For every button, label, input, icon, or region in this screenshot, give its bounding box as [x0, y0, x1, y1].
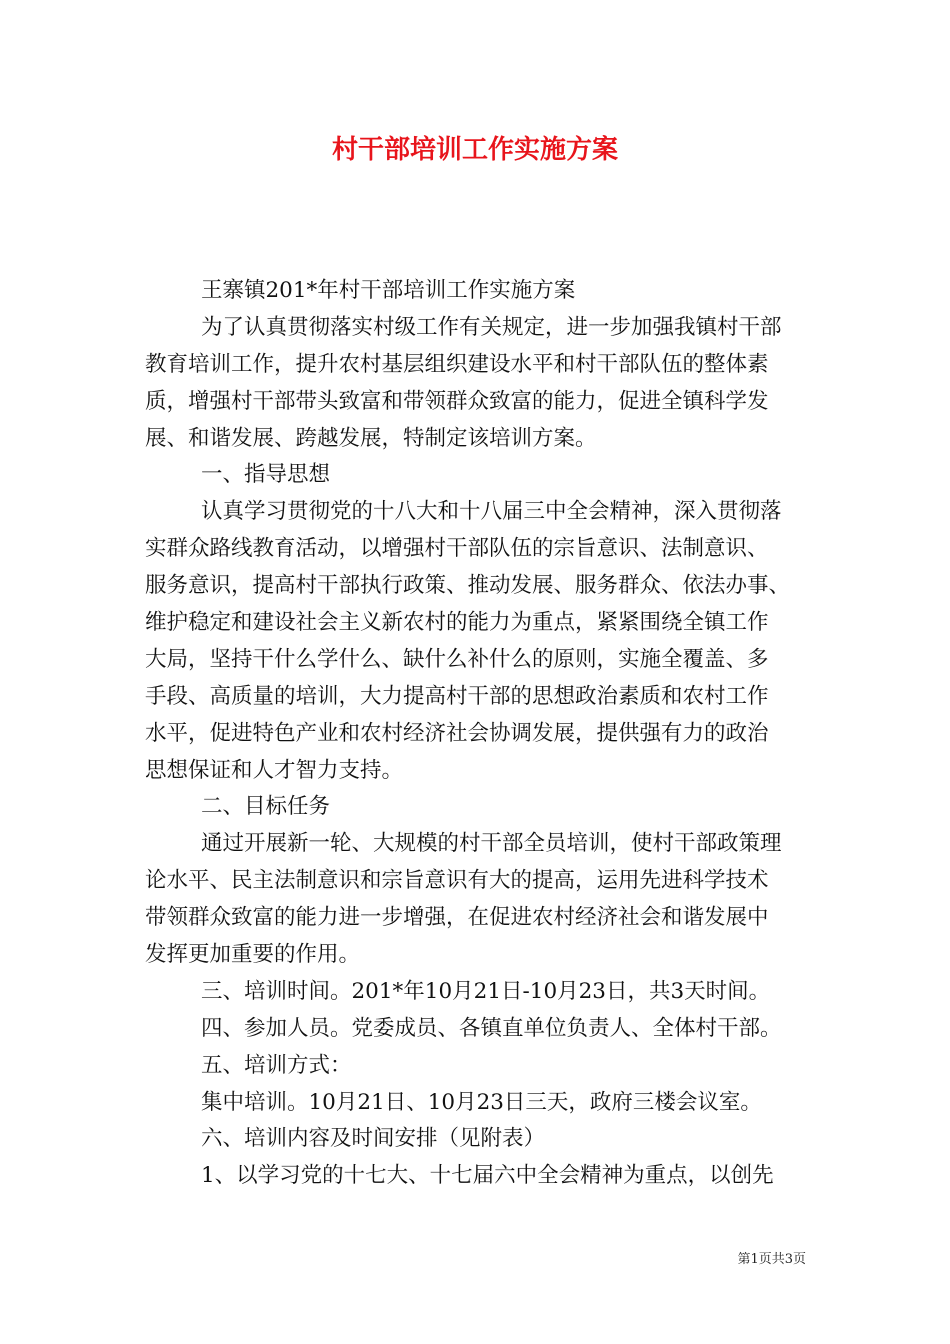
text-line: 1、以学习党的十七大、十七届六中全会精神为重点，以创先: [201, 1163, 774, 1189]
text-line: 一、指导思想: [201, 462, 331, 488]
text-line: 集中培训。10月21日、10月23日三天，政府三楼会议室。: [201, 1089, 762, 1115]
text-line: 通过开展新一轮、大规模的村干部全员培训，使村干部政策理: [201, 831, 782, 857]
text-line: 大局，坚持干什么学什么、缺什么补什么的原则，实施全覆盖、多: [145, 646, 769, 672]
page-number-footer: 第1页共3页: [737, 1252, 806, 1267]
document-body: [145, 273, 825, 1195]
document-title: 村干部培训工作实施方案: [331, 135, 618, 165]
text-line: 带领群众致富的能力进一步增强，在促进农村经济社会和谐发展中: [145, 905, 769, 931]
text-line: 六、培训内容及时间安排（见附表）: [201, 1126, 546, 1152]
text-line: 服务意识，提高村干部执行政策、推动发展、服务群众、依法办事、: [145, 573, 791, 599]
text-line: 为了认真贯彻落实村级工作有关规定，进一步加强我镇村干部: [201, 314, 782, 340]
text-line: 质，增强村干部带头致富和带领群众致富的能力，促进全镇科学发: [145, 388, 769, 414]
text-line: 王寨镇201*年村干部培训工作实施方案: [201, 278, 576, 303]
text-line: 五、培训方式：: [201, 1052, 352, 1078]
text-line: 认真学习贯彻党的十八大和十八届三中全会精神，深入贯彻落: [201, 499, 782, 525]
text-line: 四、参加人员。党委成员、各镇直单位负责人、全体村干部。: [201, 1015, 782, 1041]
text-line: 论水平、民主法制意识和宗旨意识有大的提高，运用先进科学技术: [145, 868, 769, 894]
text-line: 维护稳定和建设社会主义新农村的能力为重点，紧紧围绕全镇工作: [145, 610, 769, 636]
text-line: 实群众路线教育活动，以增强村干部队伍的宗旨意识、法制意识、: [145, 536, 769, 562]
text-line: 二、目标任务: [201, 794, 331, 820]
text-line: 发挥更加重要的作用。: [145, 942, 361, 968]
text-line: 三、培训时间。201*年10月21日-10月23日，共3天时间。: [201, 978, 771, 1004]
text-line: 思想保证和人才智力支持。: [145, 757, 404, 783]
text-line: 手段、高质量的培训，大力提高村干部的思想政治素质和农村工作: [145, 683, 769, 709]
text-line: 教育培训工作，提升农村基层组织建设水平和村干部队伍的整体素: [145, 351, 769, 377]
text-line: 水平，促进特色产业和农村经济社会协调发展，提供强有力的政治: [145, 720, 769, 746]
text-line: 展、和谐发展、跨越发展，特制定该培训方案。: [145, 425, 597, 451]
